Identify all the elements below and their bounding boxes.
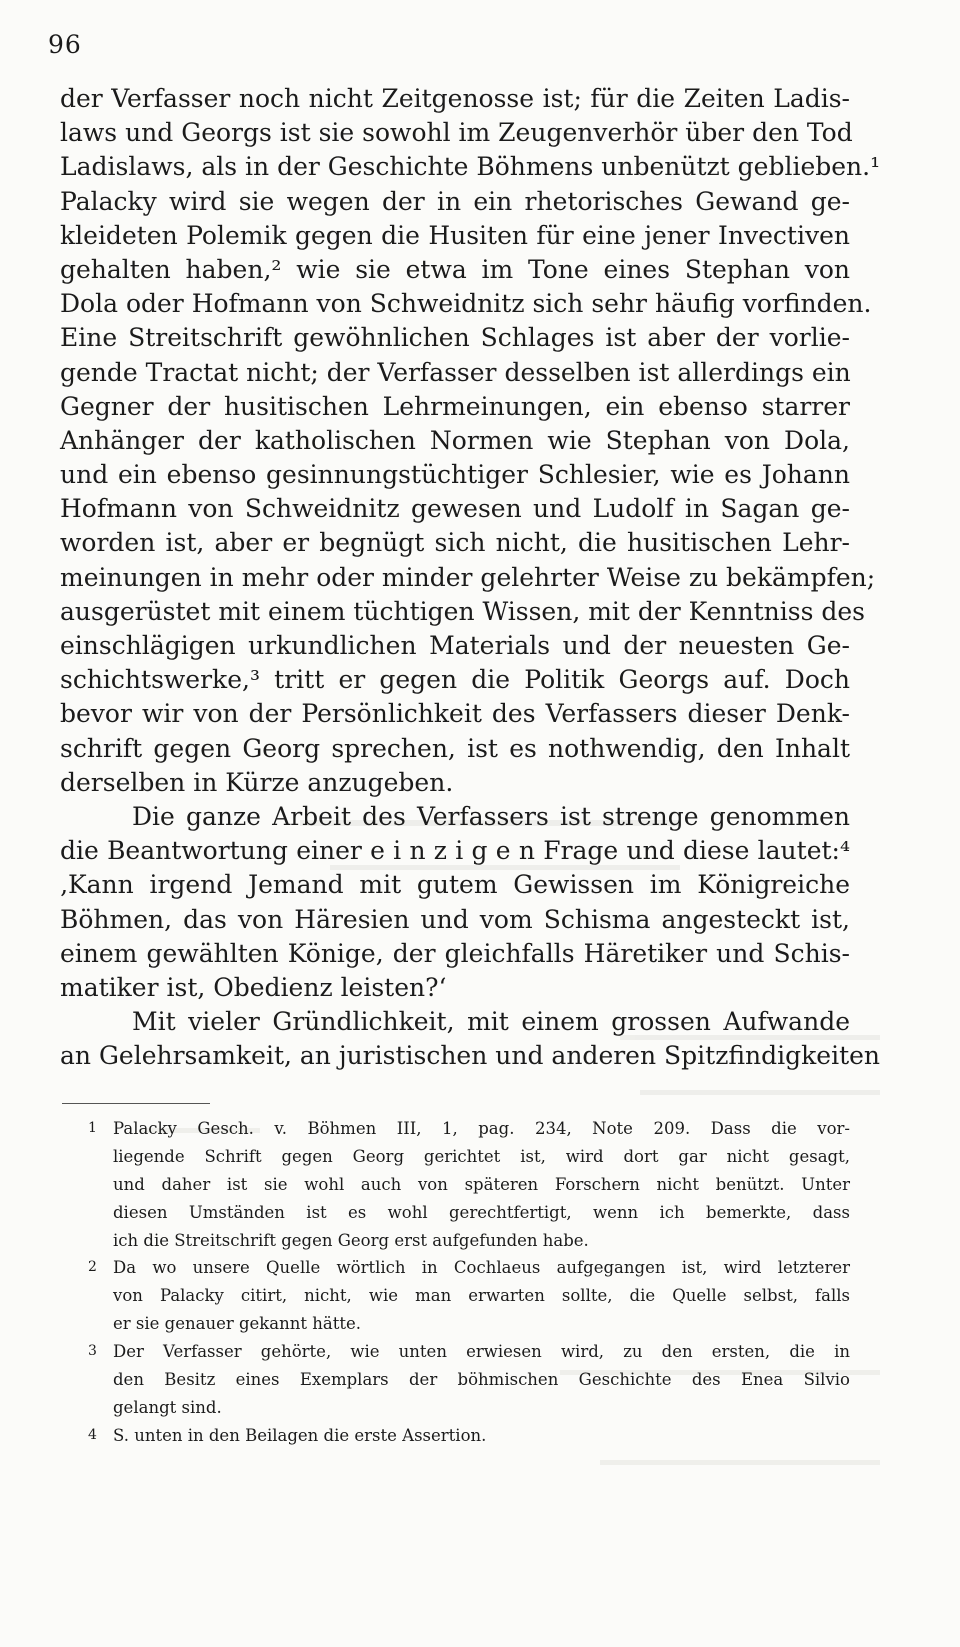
text-line: ausgerüstet mit einem tüchtigen Wissen, mit der Kenntniss des xyxy=(60,596,865,626)
footnote-text: Der Verfasser gehörte, wie unten erwiesen wird, zu den ersten, die in xyxy=(113,1342,850,1362)
footnote-divider xyxy=(62,1103,210,1104)
text-line: Hofmann von Schweidnitz gewesen und Ludolf in Sagan ge- xyxy=(60,494,850,524)
footnote-line: und daher ist sie wohl auch von späteren Forschern nicht benützt. Unter xyxy=(113,1174,850,1194)
footnote-line: den Besitz eines Exemplars der böhmischen Geschichte des Enea Silvio xyxy=(113,1370,850,1390)
text-line: worden ist, aber er begnügt sich nicht, die husitischen Lehr- xyxy=(60,528,850,558)
footnote-line: er sie genauer gekannt hätte. xyxy=(113,1314,361,1334)
text-line: laws und Georgs ist sie sowohl im Zeugenverhör über den Tod xyxy=(60,118,853,148)
footnotes xyxy=(88,1115,850,1450)
text-line: einem gewählten Könige, der gleichfalls Häretiker und Schis- xyxy=(60,938,850,968)
footnote-line: gelangt sind. xyxy=(113,1397,222,1417)
footnote-line xyxy=(88,1338,850,1366)
text-line: Dola oder Hofmann von Schweidnitz sich sehr häufig vorfinden. xyxy=(60,289,872,319)
footnote-line xyxy=(88,1115,850,1143)
text-line: an Gelehrsamkeit, an juristischen und anderen Spitzfindigkeiten xyxy=(60,1041,881,1071)
text-line: ‚Kann irgend Jemand mit gutem Gewissen im Königreiche xyxy=(60,870,850,900)
text-line: Ladislaws, als in der Geschichte Böhmens unbenützt geblieben.¹ xyxy=(60,152,881,182)
footnote-line: von Palacky citirt, nicht, wie man erwarten sollte, die Quelle selbst, falls xyxy=(113,1286,850,1306)
footnote-line xyxy=(88,1254,850,1282)
footnote-number: 2 xyxy=(88,1259,97,1276)
text-line: bevor wir von der Persönlichkeit des Verfassers dieser Denk- xyxy=(60,699,850,729)
footnote-number: 4 xyxy=(88,1426,97,1443)
footnote-line: ich die Streitschrift gegen Georg erst aufgefunden habe. xyxy=(113,1230,589,1250)
text-line: Eine Streitschrift gewöhnlichen Schlages ist aber der vorlie- xyxy=(60,323,850,353)
text-line: schichtswerke,³ tritt er gegen die Politik Georgs auf. Doch xyxy=(60,665,850,695)
footnote-line xyxy=(88,1422,850,1450)
text-line: schrift gegen Georg sprechen, ist es nothwendig, den Inhalt xyxy=(60,733,850,763)
main-text xyxy=(60,82,881,1073)
text-line: derselben in Kürze anzugeben. xyxy=(60,767,454,797)
text-line: Palacky wird sie wegen der in ein rhetorisches Gewand ge- xyxy=(60,186,850,216)
text-line: matiker ist, Obedienz leisten?‘ xyxy=(60,972,447,1002)
text-line: gehalten haben,² wie sie etwa im Tone eines Stephan von xyxy=(60,254,850,284)
page-number: 96 xyxy=(48,30,82,59)
text-line: und ein ebenso gesinnungstüchtiger Schlesier, wie es Johann xyxy=(60,460,850,490)
text-line: gende Tractat nicht; der Verfasser desselben ist allerdings ein xyxy=(60,357,851,387)
footnote-text: S. unten in den Beilagen die erste Assertion. xyxy=(113,1425,487,1445)
text-line: die Beantwortung einer e i n z i g e n Frage und diese lautet:⁴ xyxy=(60,836,850,866)
footnote-text: Da wo unsere Quelle wörtlich in Cochlaeus aufgegangen ist, wird letzterer xyxy=(113,1258,850,1278)
text-line: kleideten Polemik gegen die Husiten für eine jener Invectiven xyxy=(60,220,850,250)
footnote-number: 3 xyxy=(88,1343,97,1360)
footnote-text: Palacky Gesch. v. Böhmen III, 1, pag. 234, Note 209. Dass die vor- xyxy=(113,1119,850,1138)
text-line: Mit vieler Gründlichkeit, mit einem grossen Aufwande xyxy=(132,1007,850,1037)
text-line: Böhmen, das von Häresien und vom Schisma angesteckt ist, xyxy=(60,904,850,934)
text-line: Die ganze Arbeit des Verfassers ist strenge genommen xyxy=(132,801,850,831)
footnote-line: diesen Umständen ist es wohl gerechtfertigt, wenn ich bemerkte, dass xyxy=(113,1202,850,1222)
text-line: Anhänger der katholischen Normen wie Stephan von Dola, xyxy=(60,425,850,455)
text-line: der Verfasser noch nicht Zeitgenosse ist; für die Zeiten Ladis- xyxy=(60,84,850,113)
text-line: meinungen in mehr oder minder gelehrter Weise zu bekämpfen; xyxy=(60,562,876,592)
text-line: Gegner der husitischen Lehrmeinungen, ein ebenso starrer xyxy=(60,391,850,421)
footnote-number: 1 xyxy=(88,1120,97,1136)
footnote-line: liegende Schrift gegen Georg gerichtet ist, wird dort gar nicht gesagt, xyxy=(113,1146,850,1166)
text-line: einschlägigen urkundlichen Materials und der neuesten Ge- xyxy=(60,631,850,660)
